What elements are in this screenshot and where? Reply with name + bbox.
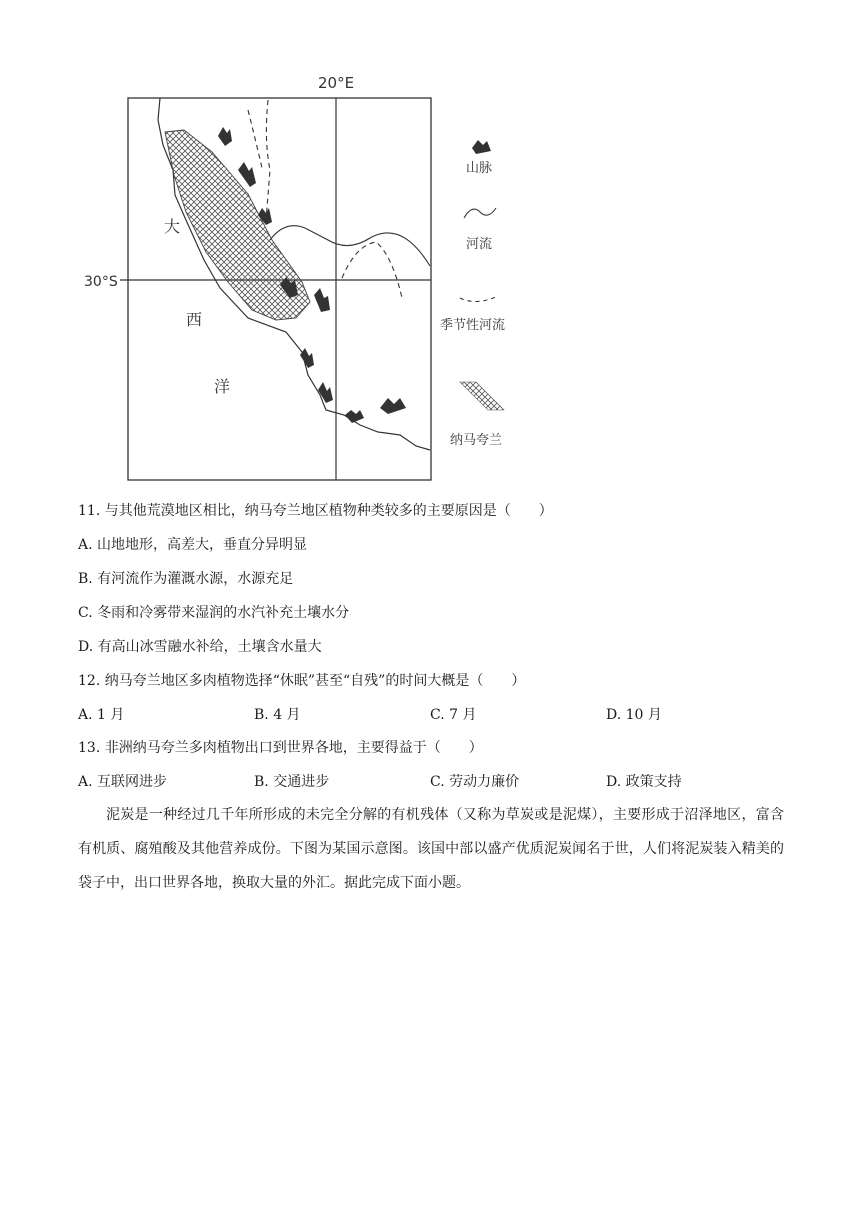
q12-option-d[interactable]: D. 10 月 <box>606 707 662 723</box>
q13-option-d[interactable]: D. 政策支持 <box>606 774 682 790</box>
mountain-symbol <box>345 410 364 423</box>
q12-option-a[interactable]: A. 1 月 <box>78 707 125 723</box>
namaqualand-map <box>80 70 530 490</box>
map-legend <box>440 140 505 448</box>
mountain-symbol <box>238 162 256 187</box>
legend-mountain-label: 山脉 <box>466 161 493 176</box>
legend-mountain-icon <box>472 140 491 154</box>
mountain-symbol <box>380 398 406 414</box>
question-11-stem: 11. 与其他荒漠地区相比，纳马夸兰地区植物种类较多的主要原因是（ ） <box>78 503 553 519</box>
legend-namaqualand-icon <box>460 382 504 410</box>
legend-namaqualand-label: 纳马夸兰 <box>450 433 503 448</box>
legend-river-icon <box>464 208 496 218</box>
q11-option-b[interactable]: B. 有河流作为灌溉水源，水源充足 <box>78 571 294 587</box>
mountain-symbol <box>218 127 232 146</box>
river <box>270 226 430 266</box>
passage-text: 泥炭是一种经过几千年所形成的未完全分解的有机残体（又称为草炭或是泥煤），主要形成于沼泽地区，富含有机质、腐殖酸及其他营养成份。下图为某国示意图。该国中部以盛产优质泥炭闻名于世，人们将泥炭装入精美的袋子中，出口世界各地，换取大量的外汇。据此完成下面小题。 <box>78 807 784 891</box>
q11-option-c[interactable]: C. 冬雨和冷雾带来湿润的水汽补充土壤水分 <box>78 605 350 621</box>
q13-option-a[interactable]: A. 互联网进步 <box>78 774 168 790</box>
legend-seasonal-river-label: 季节性河流 <box>440 318 506 333</box>
q12-option-c[interactable]: C. 7 月 <box>430 707 477 723</box>
q13-option-b[interactable]: B. 交通进步 <box>254 774 330 790</box>
ocean-char-2: 西 <box>186 310 203 329</box>
mountain-symbol <box>314 288 330 312</box>
seasonal-river <box>342 242 402 298</box>
q12-option-b[interactable]: B. 4 月 <box>254 707 301 723</box>
q13-option-c[interactable]: C. 劳动力廉价 <box>430 774 520 790</box>
longitude-label: 20°E <box>318 74 355 92</box>
mountain-symbol <box>318 382 333 403</box>
q11-option-d[interactable]: D. 有高山冰雪融水补给，土壤含水量大 <box>78 639 322 655</box>
q11-option-a[interactable]: A. 山地地形，高差大，垂直分异明显 <box>78 537 308 553</box>
legend-seasonal-river-icon <box>460 296 498 302</box>
ocean-char-3: 洋 <box>214 377 231 396</box>
mountain-symbol <box>300 348 314 368</box>
question-12-stem: 12. 纳马夸兰地区多肉植物选择“休眠”甚至“自残”的时间大概是（ ） <box>78 673 526 689</box>
ocean-char-1: 大 <box>164 217 181 236</box>
latitude-label: 30°S <box>84 274 118 290</box>
seasonal-river <box>266 100 270 220</box>
question-13-stem: 13. 非洲纳马夸兰多肉植物出口到世界各地，主要得益于（ ） <box>78 740 483 756</box>
legend-river-label: 河流 <box>466 237 493 252</box>
seasonal-river <box>248 110 262 168</box>
